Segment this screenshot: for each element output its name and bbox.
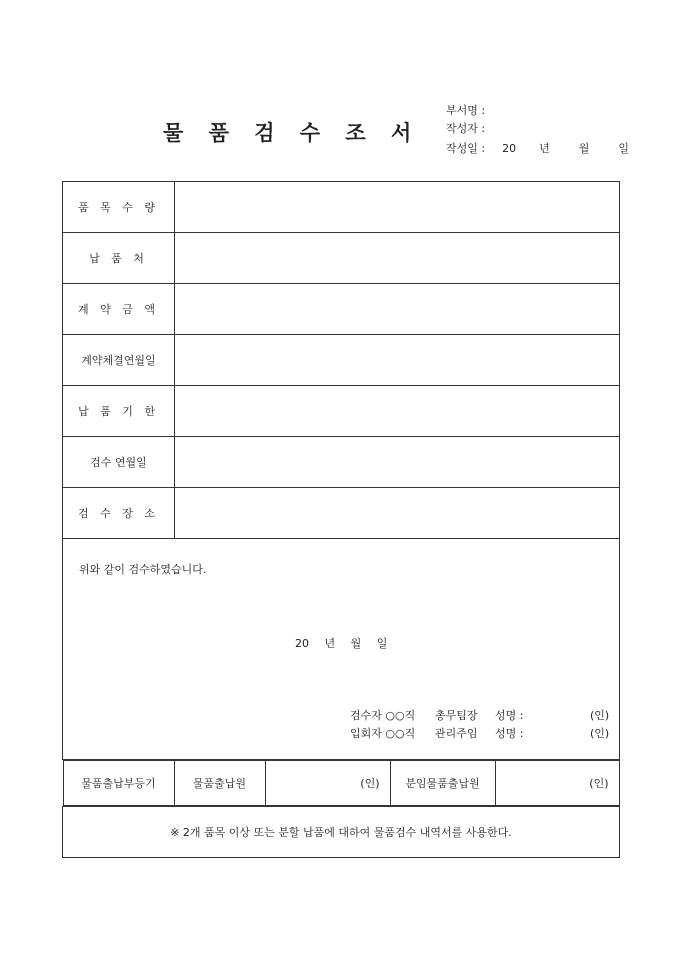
officer-seal: (인) bbox=[265, 761, 390, 806]
row-value-quantity[interactable] bbox=[175, 182, 620, 233]
inspector-position: 총무팀장 bbox=[435, 709, 478, 722]
row-label-contract-date: 계약체결연월일 bbox=[63, 335, 175, 386]
row-label-supplier: 납 품 처 bbox=[63, 233, 175, 284]
date-label: 작성일 : bbox=[446, 142, 486, 155]
row-label-contract-amount: 계 약 금 액 bbox=[63, 284, 175, 335]
officer-label: 물품출납원 bbox=[174, 761, 265, 806]
ledger-label: 물품출납부등기 bbox=[63, 761, 174, 806]
usage-note: ※ 2개 품목 이상 또는 분할 납품에 대하여 물품검수 내역서를 사용한다. bbox=[63, 807, 620, 858]
statement-date: 20 년 월 일 bbox=[295, 637, 388, 650]
sub-officer-label: 분임물품출납원 bbox=[390, 761, 495, 806]
row-value-inspection-place[interactable] bbox=[175, 488, 620, 539]
inspector-seal: (인) bbox=[590, 709, 610, 722]
bottom-sign-table bbox=[63, 760, 620, 806]
date-month-unit: 월 bbox=[578, 142, 590, 155]
row-value-delivery-deadline[interactable] bbox=[175, 386, 620, 437]
row-label-inspection-place: 검 수 장 소 bbox=[63, 488, 175, 539]
row-label-inspection-date: 검수 연월일 bbox=[63, 437, 175, 488]
witness-seal: (인) bbox=[590, 727, 610, 740]
row-value-contract-date[interactable] bbox=[175, 335, 620, 386]
row-value-supplier[interactable] bbox=[175, 233, 620, 284]
witness-position: 관리주임 bbox=[435, 727, 478, 740]
witness-role: 입회자 ○○직 bbox=[350, 727, 416, 740]
form-row bbox=[63, 233, 620, 284]
witness-name-label: 성명 : bbox=[495, 727, 524, 740]
row-value-contract-amount[interactable] bbox=[175, 284, 620, 335]
form-row bbox=[63, 182, 620, 233]
form-row bbox=[63, 386, 620, 437]
statement-block bbox=[63, 539, 620, 760]
form-row bbox=[63, 284, 620, 335]
date-day-unit: 일 bbox=[618, 142, 630, 155]
row-value-inspection-date[interactable] bbox=[175, 437, 620, 488]
writer-label: 작성자 : bbox=[446, 122, 486, 135]
date-field bbox=[446, 140, 629, 156]
date-year-unit: 년 bbox=[539, 142, 550, 155]
row-label-quantity: 품 목 수 량 bbox=[63, 182, 175, 233]
writer-field bbox=[446, 120, 485, 136]
document-title: 물 품 검 수 조 서 bbox=[163, 121, 421, 145]
form-row bbox=[63, 335, 620, 386]
form-row bbox=[63, 437, 620, 488]
inspector-role: 검수자 ○○직 bbox=[350, 709, 416, 722]
statement-text: 위와 같이 검수하였습니다. bbox=[79, 563, 207, 576]
dept-label: 부서명 : bbox=[446, 104, 486, 117]
dept-field bbox=[446, 102, 485, 118]
form-row bbox=[63, 488, 620, 539]
inspection-form-table bbox=[62, 181, 620, 858]
sub-officer-seal: (인) bbox=[495, 761, 619, 806]
row-label-delivery-deadline: 납 품 기 한 bbox=[63, 386, 175, 437]
inspector-name-label: 성명 : bbox=[495, 709, 524, 722]
date-year: 20 bbox=[502, 142, 517, 155]
